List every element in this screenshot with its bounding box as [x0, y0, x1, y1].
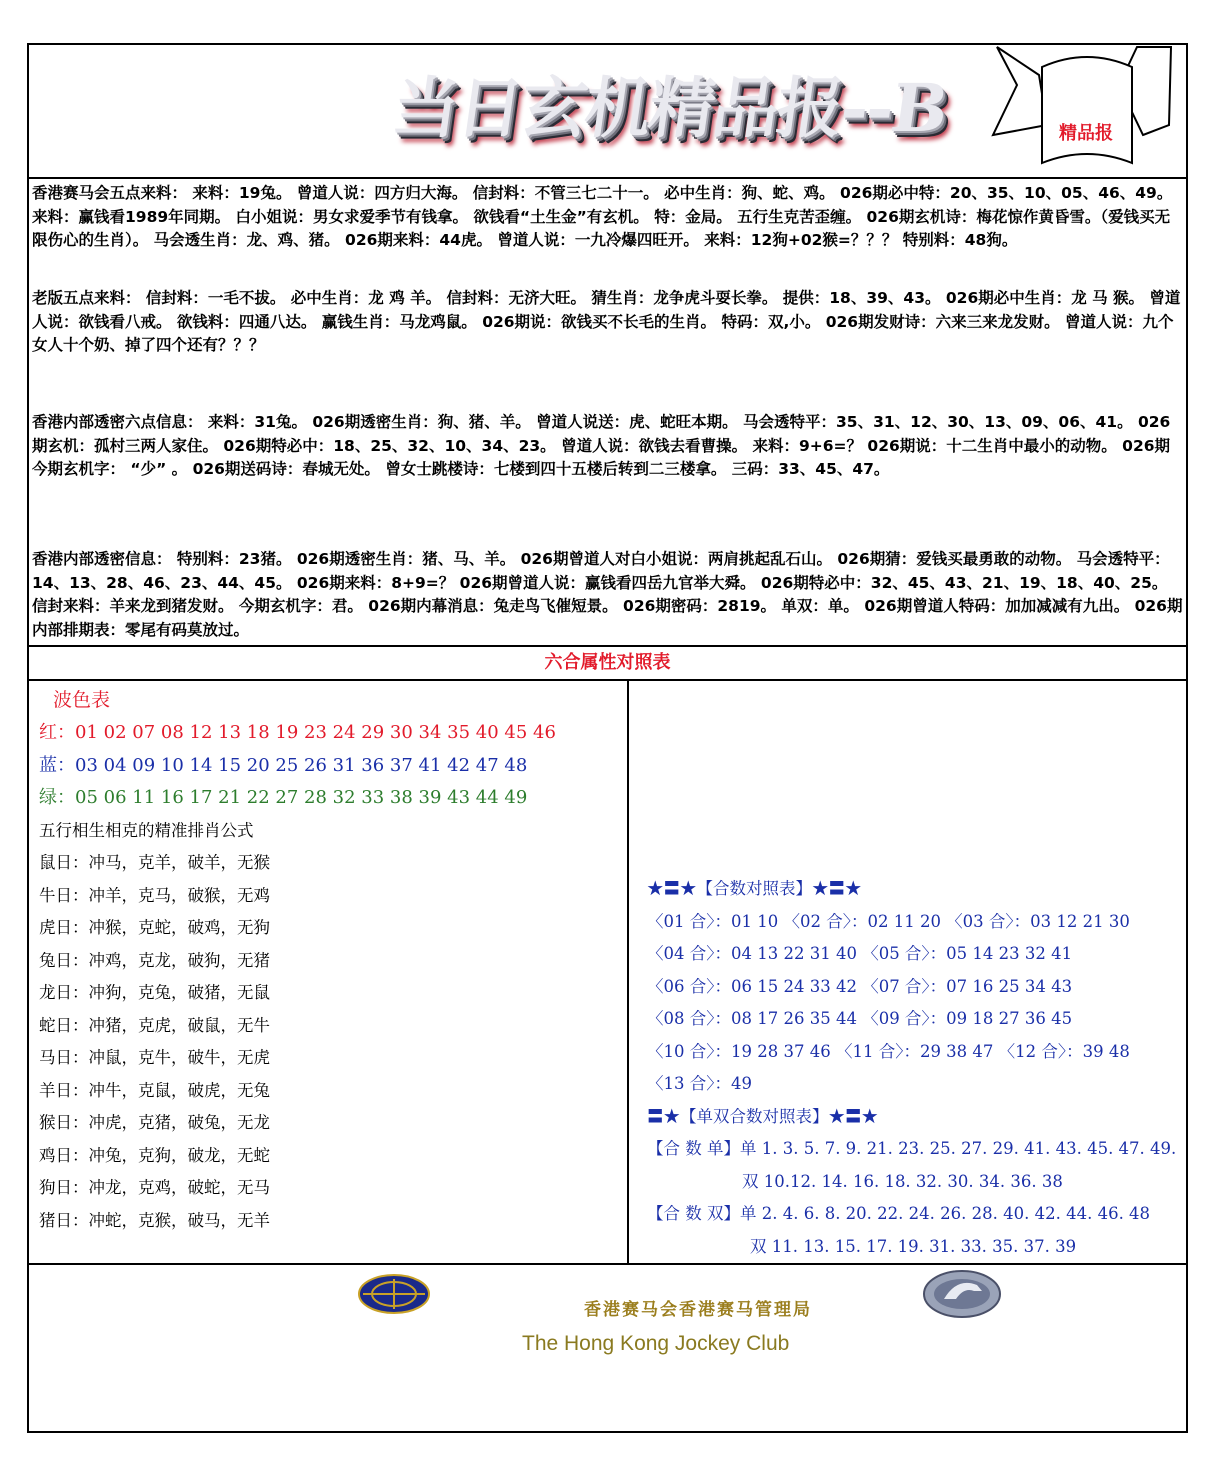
formula-row: 虎日：冲猴，克蛇，破鸡，无狗	[39, 918, 270, 937]
wave-table-title: 波色表	[53, 689, 111, 711]
footer-divider	[29, 1263, 1186, 1265]
heshu-dan-row: 【合 数 单】单 1. 3. 5. 7. 9. 21. 23. 25. 27. 29. 41. 43. 45. 47. 49.	[647, 1139, 1177, 1158]
formula-row: 龙日：冲狗，克兔，破猪，无鼠	[39, 983, 270, 1002]
jockey-club-cn-name: 香港赛马会香港赛马管理局	[584, 1300, 812, 1320]
heshu-row: 〈10 合〉：19 28 37 46 〈11 合〉：29 38 47 〈12 合〉：39 48	[647, 1041, 1130, 1061]
wave-red-row: 红：01 02 07 08 12 13 18 19 23 24 29 30 34 35 40 45 46	[39, 722, 556, 743]
dan-shuang-title: 〓★【单双合数对照表】★〓★	[647, 1106, 878, 1126]
formula-row: 牛日：冲羊，克马，破猴，无鸡	[39, 885, 270, 905]
page-frame	[27, 43, 1188, 1433]
heshu-panel	[647, 873, 1182, 1263]
heshu-shuang-shuang-row: 双 11. 13. 15. 17. 19. 31. 33. 35. 37. 39	[750, 1236, 1077, 1256]
heshu-row: 〈06 合〉：06 15 24 33 42 〈07 合〉：07 16 25 34 43	[647, 976, 1073, 996]
formula-row: 马日：冲鼠，克牛，破牛，无虎	[39, 1048, 270, 1067]
heshu-shuang-row: 【合 数 双】单 2. 4. 6. 8. 20. 22. 24. 26. 28. 40. 42. 44. 46. 48	[647, 1204, 1151, 1223]
jockey-club-logo-icon	[357, 1273, 431, 1315]
note-paragraph: 香港内部透密信息： 特别料：23猪。 026期透密生肖：猪、马、羊。 026期曾道人对白小姐说：两肩挑起乱石山。 026期猜：爱钱买最勇敢的动物。 马会透特平：14、13、28、46、23、44、45。 026期来料：8+9=？ 026期曾道人说：赢钱看四岳九官举大舜。 026期特必中：32、45、43、21、19、18、40、25。 信封来料：羊来龙到猪发财。 今期玄机字：君。 026期内幕消息：兔走鸟飞催短景。 026期密码：2819。 单双：单。 026期曾道人特码：加加减减有九出。 026期内部排期表：零尾有码莫放过。	[32, 550, 1183, 639]
notes-section	[32, 182, 1184, 253]
note-paragraph: 香港赛马会五点来料： 来料：19兔。 曾道人说：四方归大海。 信封料：不管三七二十一。 必中生肖：狗、蛇、鸡。 026期必中特：20、35、10、05、46、49。 来料：赢钱看1989年同期。 白小姐说：男女求爱季节有钱拿。 欲钱看“土生金”有玄机。 特：金局。 五行生克苦歪缠。 026期玄机诗：梅花惊作黄昏雪。（爱钱买无限伤心的生肖）。 马会透生肖：龙、鸡、猪。 026期来料：44虎。 曾道人说：一九冷爆四旺开。 来料：12狗+02猴=？？？ 特别料：48狗。	[32, 184, 1173, 249]
formula-row: 鸡日：冲兔，克狗，破龙，无蛇	[39, 1145, 270, 1165]
formula-row: 兔日：冲鸡，克龙，破狗，无猪	[39, 950, 270, 970]
notes-section	[32, 548, 1184, 642]
heshu-row: 〈04 合〉：04 13 22 31 40 〈05 合〉：05 14 23 32 41	[647, 944, 1073, 963]
page-title: 当日玄机精品报--B	[387, 69, 952, 147]
heshu-row: 〈13 合〉：49	[647, 1074, 752, 1093]
formula-row: 羊日：冲牛，克鼠，破虎，无兔	[39, 1080, 270, 1100]
formula-row: 鼠日：冲马，克羊，破羊，无猴	[39, 853, 270, 872]
note-paragraph: 老版五点来料： 信封料：一毛不拔。 必中生肖：龙 鸡 羊。 信封料：无济大旺。 猜生肖：龙争虎斗耍长拳。 提供：18、39、43。 026期必中生肖：龙 马 猴。 曾道人说：欲钱看八戒。 欲钱料：四通八达。 赢钱生肖：马龙鸡鼠。 026期说：欲钱买不长毛的生肖。 特码：双,小。 026期发财诗：六来三来龙发财。 曾道人说：九个女人十个奶、掉了四个还有？？？	[32, 289, 1181, 354]
formula-row: 猴日：冲虎，克猪，破兔，无龙	[39, 1113, 270, 1132]
heshu-row: 〈08 合〉：08 17 26 35 44 〈09 合〉：09 18 27 36 45	[647, 1009, 1073, 1028]
table-title: 六合属性对照表	[29, 645, 1186, 681]
wave-color-panel	[39, 685, 624, 1237]
formula-row: 猪日：冲蛇，克猴，破马，无羊	[39, 1210, 270, 1230]
ribbon-badge-icon	[987, 45, 1177, 173]
notes-section	[32, 287, 1184, 358]
note-paragraph: 香港内部透密六点信息： 来料：31兔。 026期透密生肖：狗、猪、羊。 曾道人说送：虎、蛇旺本期。 马会透特平：35、31、12、30、13、09、06、41。 026期玄机：孤村三两人家住。 026期特必中：18、25、32、10、34、23。 曾道人说：欲钱去看曹操。 来料：9+6=？ 026期说：十二生肖中最小的动物。 026期今期玄机字： “少” 。 026期送码诗：春城无处。 曾女士跳楼诗：七楼到四十五楼后转到二三楼拿。 三码：33、45、47。	[32, 413, 1171, 478]
jockey-club-en-name: The Hong Kong Jockey Club	[522, 1332, 790, 1355]
horse-emblem-icon	[922, 1269, 1002, 1319]
header	[29, 45, 1186, 179]
heshu-dan-shuang-row: 双 10.12. 14. 16. 18. 32. 30. 34. 36. 38	[742, 1171, 1063, 1191]
notes-section	[32, 411, 1184, 482]
heshu-title: ★〓★【合数对照表】★〓★	[647, 879, 862, 898]
wave-blue-row: 蓝：03 04 09 10 14 15 20 25 26 31 36 37 41 42 47 48	[39, 754, 528, 776]
column-divider	[627, 679, 629, 1263]
formula-title: 五行相生相克的精准排肖公式	[39, 820, 254, 840]
badge-text: 精品报	[1059, 123, 1113, 144]
formula-row: 狗日：冲龙，克鸡，破蛇，无马	[39, 1178, 270, 1197]
wave-green-row: 绿：05 06 11 16 17 21 22 27 28 32 33 38 39 43 44 49	[39, 787, 528, 808]
heshu-row: 〈01 合〉：01 10 〈02 合〉：02 11 20 〈03 合〉：03 12 21 30	[647, 911, 1130, 931]
formula-row: 蛇日：冲猪，克虎，破鼠，无牛	[39, 1015, 270, 1035]
